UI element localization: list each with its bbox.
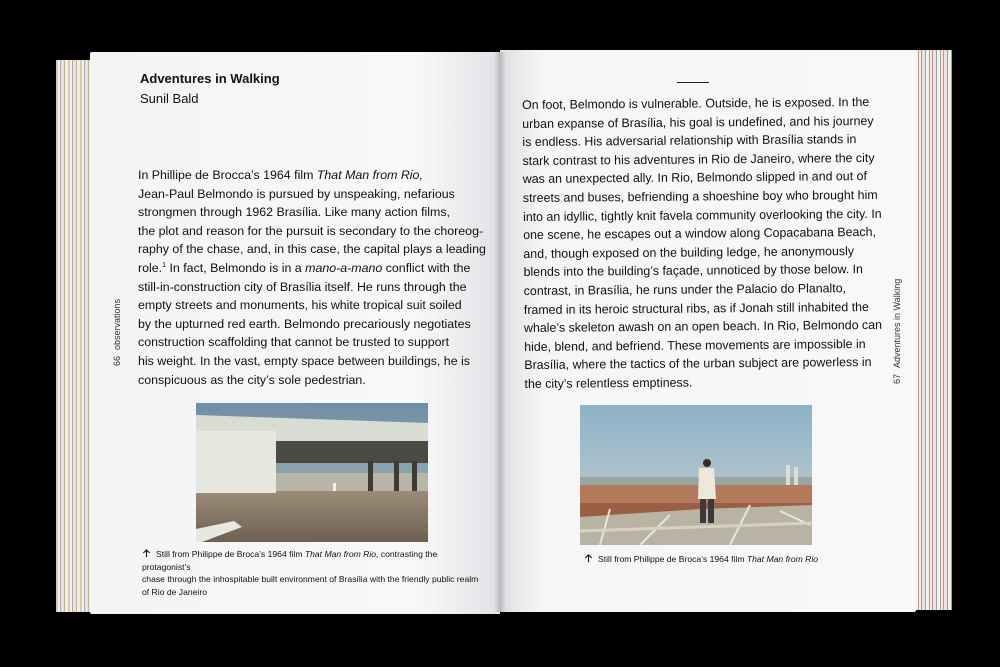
left-caption-text [142, 548, 482, 598]
left-body-text [138, 166, 486, 389]
text-line: of Rio de Janeiro [142, 586, 207, 597]
text-line: his weight. In the vast, empty space between buildings, he is [138, 353, 470, 368]
text-line: In Phillipe de Brocca’s 1964 film That Man from Rio, [138, 168, 423, 182]
text-line: Still from Philippe de Broca’s 1964 film That Man from Rio, contrasting the protagonist’s [142, 549, 438, 572]
right-folio [892, 273, 902, 384]
text-line: blends into the building’s façade, unnoticed by those below. In [523, 262, 863, 280]
text-line: still-in-construction city of Brasília itself. He runs through the [138, 279, 467, 294]
text-line: was an unexpected ally. In Rio, Belmondo slipped in and out of [522, 169, 867, 187]
text-line: Jean-Paul Belmondo is pursued by unspeaking, nefarious [138, 186, 455, 201]
text-line: by the upturned red earth. Belmondo precariously negotiates [138, 316, 471, 331]
text-line: Still from Philippe de Broca’s 1964 film That Man from Rio [584, 553, 844, 566]
text-line: is endless. His adversarial relationship with Brasília stands in [522, 132, 857, 150]
book-gutter [494, 52, 506, 612]
text-line: whale’s skeleton awash on an open beach. In Rio, Belmondo can [523, 317, 883, 336]
left-photo-caption [142, 548, 482, 598]
text-line: raphy of the chase, and, in this case, the capital plays a leading [138, 242, 486, 257]
text-line: the city’s relentless emptiness. [524, 375, 693, 391]
text-line: construction scaffolding that cannot be trusted to support [138, 335, 450, 350]
right-caption-text [584, 553, 844, 566]
arrow-up-icon [584, 554, 593, 563]
text-line: the plot and reason for the pursuit is secondary to the choreog- [138, 223, 484, 238]
right-body-text [522, 93, 883, 394]
text-line: framed in its heroic structural ribs, as if Jonah still inhabited the [523, 299, 869, 317]
article-author: Sunil Bald [140, 91, 199, 106]
text-line: and, though exposed on the building ledge, he anonymously [523, 243, 855, 261]
text-line: into an idyllic, tightly knit favela community overlooking the city. In [522, 206, 882, 224]
article-title: Adventures in Walking [140, 71, 280, 86]
right-page-number: 67 [892, 373, 902, 384]
text-line: conspicuous as the city’s sole pedestrian. [138, 372, 366, 387]
left-folio [112, 293, 122, 366]
text-line: strongmen through 1962 Brasília. Like many action films, [138, 205, 450, 220]
film-still-construction-rooftop [580, 405, 812, 545]
text-line: chase through the inhospitable built environment of Brasília with the friendly public realm [142, 574, 479, 585]
right-section-name: Adventures in Walking [892, 278, 902, 368]
left-page-number: 66 [112, 355, 122, 366]
left-section-name: observations [112, 298, 122, 350]
text-line: urban expanse of Brasília, his goal is undefined, and his journey [522, 113, 874, 131]
text-line: hide, blend, and befriend. These movements are impossible in [524, 336, 866, 354]
arrow-up-icon [142, 549, 151, 558]
text-line: empty streets and monuments, his white tropical suit soiled [138, 298, 462, 313]
text-line: one scene, he escapes out a window along Copacabana Beach, [523, 225, 876, 243]
text-line: Brasília, where the tactics of the urban subject are powerless in [524, 355, 872, 373]
header-rule [677, 82, 709, 83]
text-line: streets and buses, befriending a shoeshine boy who brought him [522, 187, 878, 205]
film-still-brasilia-overpass [196, 403, 428, 542]
footnote-marker: 1 [162, 261, 167, 269]
text-line: contrast, in Brasília, he runs under the Palacio do Planalto, [523, 281, 847, 298]
text-line: role.$^1$ In fact, Belmondo is in a mano-a-mano conflict with the [138, 260, 471, 275]
text-line: stark contrast to his adventures in Rio de Janeiro, where the city [522, 150, 875, 168]
text-line: On foot, Belmondo is vulnerable. Outside, he is exposed. In the [522, 94, 870, 112]
right-photo-caption [584, 553, 844, 566]
